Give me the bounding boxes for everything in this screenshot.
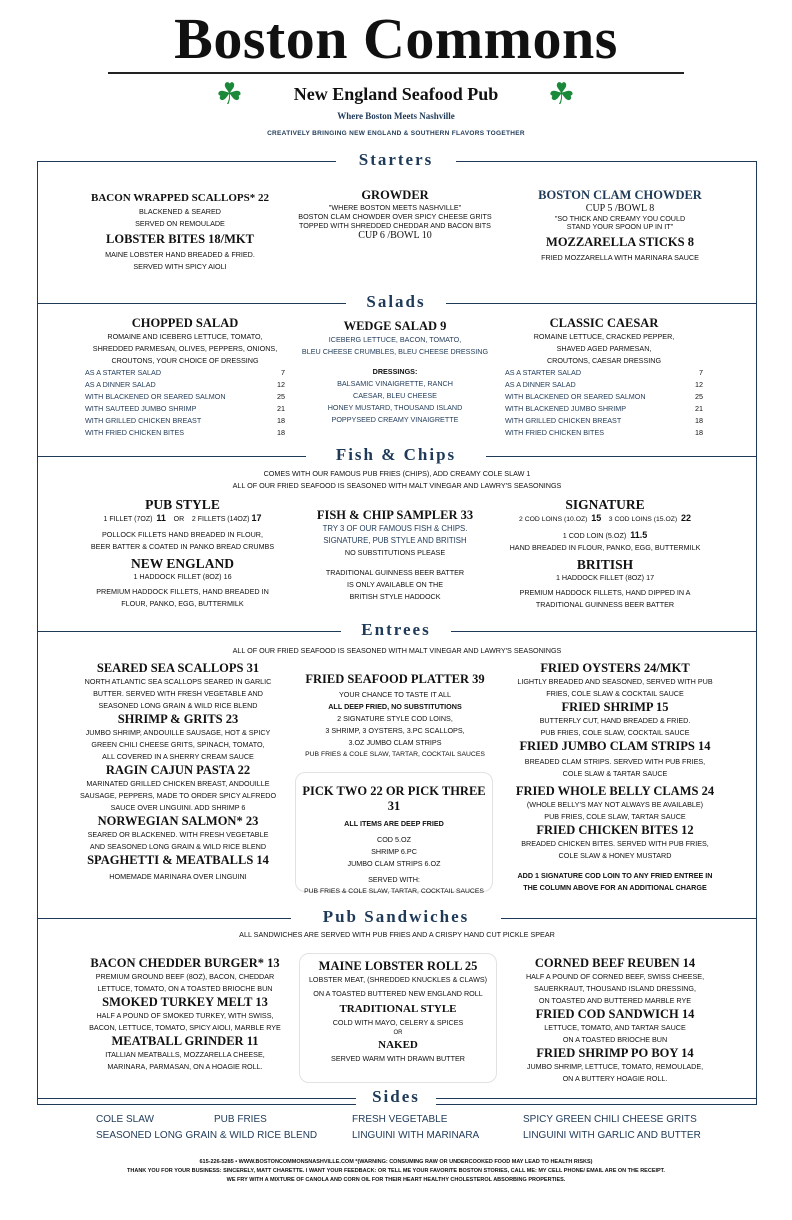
option-price: 18 <box>277 416 285 425</box>
item-desc: PUB FRIES & COLE SLAW, TARTAR, COCKTAIL SAUCES <box>305 751 485 758</box>
item-name: RAGIN CAJUN PASTA 22 <box>105 763 251 777</box>
option-label: WITH GRILLED CHICKEN BREAST <box>85 416 202 425</box>
entrees-intro: ALL OF OUR FRIED SEAFOOD IS SEASONED WITH MALT VINEGAR AND LAWRY'S SEASONINGS <box>232 646 562 655</box>
item-name: SHRIMP & GRITS 23 <box>117 712 239 726</box>
item-desc: COLE SLAW & HONEY MUSTARD <box>558 851 672 860</box>
option-price: 25 <box>277 392 285 401</box>
pick-two-three-box <box>295 772 493 895</box>
item-name: FRIED WHOLE BELLY CLAMS 24 <box>515 784 715 798</box>
section-title-fish-chips: Fish & Chips <box>306 445 486 465</box>
dressing-line: BALSAMIC VINAIGRETTE, RANCH <box>337 379 453 388</box>
item-signature <box>500 497 710 611</box>
item-desc: BLACKENED & SEARED <box>139 207 221 216</box>
item-price: 1 HADDOCK FILLET (8OZ) 17 <box>555 573 655 582</box>
item-name: BACON WRAPPED SCALLOPS* 22 <box>91 192 269 204</box>
item-desc: SHAVED AGED PARMESAN, <box>556 344 652 353</box>
item-desc: JUMBO SHRIMP, ANDOUILLE SAUSAGE, HOT & SPICY <box>85 728 271 737</box>
item-desc: COLE SLAW & TARTAR SAUCE <box>562 769 668 778</box>
item-name: BRITISH <box>576 557 634 572</box>
item-desc: POLLOCK FILLETS HAND BREADED IN FLOUR, <box>102 530 263 539</box>
item-desc: HAND BREADED IN FLOUR, PANKO, EGG, BUTTERMILK <box>509 543 701 552</box>
option-price: 18 <box>277 428 285 437</box>
item-desc: ALL ITEMS ARE DEEP FRIED <box>344 819 444 828</box>
price-option: 2 COD LOINS (10.OZ) <box>519 516 588 523</box>
subtitle: New England Seafood Pub <box>293 84 499 104</box>
price-option: 1 FILLET (7OZ) <box>103 516 153 523</box>
item-desc: ON A TOASTED BUTTERED NEW ENGLAND ROLL <box>313 989 483 998</box>
item-desc: 2 SIGNATURE STYLE COD LOINS, <box>337 714 453 723</box>
item-desc: ITALLIAN MEATBALLS, MOZZARELLA CHEESE, <box>105 1050 265 1059</box>
item-desc: COLD WITH MAYO, CELERY & SPICES <box>332 1018 464 1027</box>
option-label: AS A DINNER SALAD <box>85 380 156 389</box>
item-name: PUB STYLE <box>145 497 220 512</box>
item-name: FRIED SEAFOOD PLATTER 39 <box>305 672 485 686</box>
fish-intro: COMES WITH OUR FAMOUS PUB FRIES (CHIPS), ADD CREAMY COLE SLAW 1 <box>263 469 531 478</box>
item-desc: JUMBO CLAM STRIPS 6.OZ <box>347 859 441 868</box>
item-bacon-scallops <box>70 191 290 273</box>
item-desc: BREADED CLAM STRIPS. SERVED WITH PUB FRIES, <box>524 757 706 766</box>
fish-intro: ALL OF OUR FRIED SEAFOOD IS SEASONED WITH MALT VINEGAR AND LAWRY'S SEASONINGS <box>232 481 562 490</box>
item-desc: FRIES, COLE SLAW & COCKTAIL SAUCE <box>546 689 684 698</box>
option-label: AS A DINNER SALAD <box>505 380 576 389</box>
item-name: FRIED SHRIMP 15 <box>561 700 669 714</box>
shamrock-icon: ☘ <box>548 78 575 111</box>
item-name: SMOKED TURKEY MELT 13 <box>102 995 268 1009</box>
item-name: BOSTON CLAM CHOWDER <box>538 188 702 202</box>
item-desc: CROUTONS, YOUR CHOICE OF DRESSING <box>111 356 259 365</box>
item-desc: SHREDDED PARMESAN, OLIVES, PEPPERS, ONIONS, <box>92 344 278 353</box>
side-item: SEASONED LONG GRAIN & WILD RICE BLEND <box>96 1130 318 1141</box>
add-cod-note: THE COLUMN ABOVE FOR AN ADDITIONAL CHARGE <box>523 883 707 892</box>
add-cod-note: ADD 1 SIGNATURE COD LOIN TO ANY FRIED ENTREE IN <box>517 871 713 880</box>
item-desc: SERVED WITH: <box>368 875 420 884</box>
item-desc: ON A BUTTERY HOAGIE ROLL. <box>562 1074 668 1083</box>
side-item: PUB FRIES <box>214 1114 267 1125</box>
price-option: 1 COD LOIN (5.OZ) <box>562 531 627 540</box>
option-price: 18 <box>695 428 703 437</box>
item-classic-caesar <box>505 316 703 439</box>
style-name: TRADITIONAL STYLE <box>339 1003 457 1015</box>
option-list <box>505 367 703 439</box>
item-desc: ON TOASTED AND BUTTERED MARBLE RYE <box>538 996 692 1005</box>
salad-option-row <box>505 415 703 427</box>
item-desc: LETTUCE, TOMATO, ON A TOASTED BRIOCHE BUN <box>97 984 273 993</box>
footer-oil-note: WE FRY WITH A MIXTURE OF CANOLA AND CORN OIL FOR THEIR HEART HEALTHY CHOLESTEROL ABSORBING PROPERTIES. <box>226 1177 566 1183</box>
item-seafood-platter <box>290 672 500 761</box>
item-desc: SERVED ON REMOULADE <box>135 219 225 228</box>
item-price: CUP 6 /BOWL 10 <box>358 230 432 241</box>
restaurant-title: Boston Commons <box>174 6 618 71</box>
item-name: LOBSTER BITES 18/MKT <box>106 232 254 246</box>
price: 11 <box>156 513 166 523</box>
item-desc: PREMIUM HADDOCK FILLETS, HAND DIPPED IN A <box>519 588 691 597</box>
entrees-right-column <box>505 661 725 894</box>
item-desc: TOPPED WITH SHREDDED CHEDDAR AND BACON BITS <box>299 221 491 230</box>
item-name: SPAGHETTI & MEATBALLS 14 <box>87 853 269 867</box>
option-label: WITH FRIED CHICKEN BITES <box>505 428 605 437</box>
item-price: CUP 5 /BOWL 8 <box>585 203 655 214</box>
item-desc: "SO THICK AND CREAMY YOU COULD <box>554 214 686 223</box>
option-label: WITH SAUTEED JUMBO SHRIMP <box>85 404 197 413</box>
side-item: LINGUINI WITH MARINARA <box>352 1130 480 1141</box>
item-name: CHOPPED SALAD <box>131 316 239 330</box>
item-desc: BREADED CHICKEN BITES. SERVED WITH PUB FRIES, <box>521 839 709 848</box>
option-label: WITH BLACKENED JUMBO SHRIMP <box>505 404 627 413</box>
item-desc: MARINARA, PARMASAN, ON A HOAGIE ROLL. <box>107 1062 263 1071</box>
item-note: BRITISH STYLE HADDOCK <box>349 592 441 601</box>
item-desc: PUB FRIES, COLE SLAW, TARTAR SAUCE <box>544 812 686 821</box>
item-desc: CROUTONS, CAESAR DRESSING <box>546 356 662 365</box>
item-name: FRIED COD SANDWICH 14 <box>535 1007 695 1021</box>
salad-option-row <box>85 427 285 439</box>
item-desc: LOBSTER MEAT, (SHREDDED KNUCKLES & CLAWS) <box>308 975 488 984</box>
item-desc: SAUCE OVER LINGUINI. ADD SHRIMP 6 <box>110 803 246 812</box>
option-label: AS A STARTER SALAD <box>85 368 162 377</box>
item-wedge-salad <box>295 319 495 426</box>
price-option: 2 FILLETS (14OZ) <box>191 516 250 523</box>
style-name: NAKED <box>378 1039 418 1051</box>
item-desc: PUB FRIES, COLE SLAW, COCKTAIL SAUCE <box>540 728 690 737</box>
item-desc: BACON, LETTUCE, TOMATO, SPICY AIOLI, MARBLE RYE <box>89 1023 281 1032</box>
price: 17 <box>251 513 262 523</box>
item-name: MOZZARELLA STICKS 8 <box>546 235 694 249</box>
item-pub-style <box>75 497 290 610</box>
item-desc: 3.OZ JUMBO CLAM STRIPS <box>348 738 442 747</box>
item-name: FRIED SHRIMP PO BOY 14 <box>536 1046 694 1060</box>
tagline: Where Boston Meets Nashville <box>337 111 455 121</box>
option-label: WITH FRIED CHICKEN BITES <box>85 428 185 437</box>
item-name: FRIED JUMBO CLAM STRIPS 14 <box>519 739 711 753</box>
item-desc: STAND YOUR SPOON UP IN IT" <box>566 222 674 231</box>
salad-option-row <box>505 427 703 439</box>
sandwiches-right-column <box>505 956 725 1085</box>
option-list <box>85 367 285 439</box>
side-item: FRESH VEGETABLE <box>352 1114 448 1125</box>
item-desc: SEASONED LONG GRAIN & WILD RICE BLEND <box>98 701 258 710</box>
salad-option-row <box>505 391 703 403</box>
item-name: WEDGE SALAD 9 <box>343 319 447 333</box>
item-desc: "WHERE BOSTON MEETS NASHVILLE" <box>328 203 462 212</box>
item-name: FRIED OYSTERS 24/MKT <box>540 661 690 675</box>
item-desc: PREMIUM HADDOCK FILLETS, HAND BREADED IN <box>96 587 269 596</box>
option-price: 25 <box>695 392 703 401</box>
dressing-line: POPPYSEED CREAMY VINAIGRETTE <box>331 415 459 424</box>
item-desc: BUTTERFLY CUT, HAND BREADED & FRIED. <box>539 716 691 725</box>
option-price: 18 <box>695 416 703 425</box>
item-desc: SERVED WARM WITH DRAWN BUTTER <box>331 1054 465 1063</box>
item-name: NEW ENGLAND <box>131 556 234 571</box>
salad-option-row <box>85 379 285 391</box>
dressing-line: HONEY MUSTARD, THOUSAND ISLAND <box>327 403 463 412</box>
item-name: FRIED CHICKEN BITES 12 <box>536 823 694 837</box>
item-desc: AND SEASONED LONG GRAIN & WILD RICE BLEND <box>89 842 267 851</box>
price: 11.5 <box>630 530 648 540</box>
option-price: 7 <box>281 368 285 377</box>
item-growder <box>290 188 500 242</box>
option-label: WITH BLACKENED OR SEARED SALMON <box>85 392 226 401</box>
item-name: FISH & CHIP SAMPLER 33 <box>316 508 474 522</box>
salad-option-row <box>85 415 285 427</box>
item-name: CLASSIC CAESAR <box>549 316 659 330</box>
item-desc: HOMEMADE MARINARA OVER LINGUINI <box>109 872 247 881</box>
option-price: 12 <box>277 380 285 389</box>
item-desc: TRY 3 OF OUR FAMOUS FISH & CHIPS. <box>322 524 468 533</box>
item-note: TRADITIONAL GUINNESS BEER BATTER <box>325 568 465 577</box>
salad-option-row <box>505 367 703 379</box>
item-lobster-roll <box>299 953 497 1083</box>
item-desc: SAUSAGE, PEPPERS, MADE TO ORDER SPICY ALFREDO <box>79 791 277 800</box>
entrees-left-column <box>78 661 278 883</box>
price: 15 <box>591 513 602 523</box>
item-desc: ON A TOASTED BRIOCHE BUN <box>562 1035 668 1044</box>
item-desc: HALF A POUND OF SMOKED TURKEY, WITH SWISS, <box>96 1011 274 1020</box>
item-desc: PREMIUM GROUND BEEF (8OZ), BACON, CHEDDAR <box>95 972 275 981</box>
section-title-entrees: Entrees <box>341 620 451 640</box>
item-desc: ALL DEEP FRIED, NO SUBSTITUTIONS <box>328 702 462 711</box>
item-clam-chowder <box>510 188 730 264</box>
shamrock-icon: ☘ <box>216 78 243 111</box>
item-name: GROWDER <box>361 188 429 202</box>
item-desc: COD 5.OZ <box>377 835 411 844</box>
item-name: MAINE LOBSTER ROLL 25 <box>318 959 478 973</box>
salad-option-row <box>85 403 285 415</box>
dressings-heading: DRESSINGS: <box>372 367 418 376</box>
side-item: SPICY GREEN CHILI CHEESE GRITS <box>523 1114 697 1125</box>
item-name: MEATBALL GRINDER 11 <box>111 1034 259 1048</box>
dressing-line: CAESAR, BLEU CHEESE <box>353 391 437 400</box>
item-note: IS ONLY AVAILABLE ON THE <box>346 580 443 589</box>
item-desc: SAUERKRAUT, THOUSAND ISLAND DRESSING, <box>533 984 696 993</box>
sandwiches-left-column <box>80 956 290 1073</box>
option-price: 21 <box>695 404 703 413</box>
item-desc: LETTUCE, TOMATO, AND TARTAR SAUCE <box>544 1023 686 1032</box>
item-desc: GREEN CHILI CHEESE GRITS, SPINACH, TOMATO, <box>91 740 265 749</box>
salad-option-row <box>85 367 285 379</box>
option-label: AS A STARTER SALAD <box>505 368 582 377</box>
item-desc: SERVED WITH SPICY AIOLI <box>133 262 227 271</box>
item-desc: BLEU CHEESE CRUMBLES, BLEU CHEESE DRESSING <box>301 347 489 356</box>
item-desc: SIGNATURE, PUB STYLE AND BRITISH <box>323 536 467 545</box>
tagline-secondary: CREATIVELY BRINGING NEW ENGLAND & SOUTHERN FLAVORS TOGETHER <box>267 130 525 137</box>
item-name: BACON CHEDDER BURGER* 13 <box>90 956 280 970</box>
footer-contact: 615-226-5285 • WWW.BOSTONCOMMONSNASHVILLE.COM *(WARNING: CONSUMING RAW OR UNDERCOOKED FOOD MAY LEAD TO HEALTH RISKS) <box>199 1159 593 1165</box>
salad-option-row <box>505 379 703 391</box>
item-desc: BEER BATTER & COATED IN PANKO BREAD CRUMBS <box>90 542 275 551</box>
item-desc: ALL COVERED IN A SHERRY CREAM SAUCE <box>102 752 254 761</box>
item-desc: BUTTER. SERVED WITH FRESH VEGETABLE AND <box>93 689 263 698</box>
item-desc: ICEBERG LETTUCE, BACON, TOMATO, <box>328 335 462 344</box>
price: 22 <box>680 513 691 523</box>
price-option: 3 COD LOINS (15.OZ) <box>608 516 678 523</box>
side-item: LINGUINI WITH GARLIC AND BUTTER <box>523 1130 701 1141</box>
item-desc: FRIED MOZZARELLA WITH MARINARA SAUCE <box>541 253 699 262</box>
item-desc: FLOUR, PANKO, EGG, BUTTERMILK <box>121 599 244 608</box>
item-desc: LIGHTLY BREADED AND SEASONED, SERVED WITH PUB <box>517 677 713 686</box>
item-desc: BOSTON CLAM CHOWDER OVER SPICY CHEESE GRITS <box>298 212 492 221</box>
side-item: COLE SLAW <box>96 1114 154 1125</box>
item-desc: (WHOLE BELLY'S MAY NOT ALWAYS BE AVAILABLE) <box>526 800 704 809</box>
option-price: 21 <box>277 404 285 413</box>
title-rule <box>108 72 684 74</box>
item-desc: SHRIMP 6.PC <box>371 847 417 856</box>
section-title-sides: Sides <box>356 1087 436 1107</box>
or-text: OR <box>173 516 185 523</box>
option-price: 7 <box>699 368 703 377</box>
item-desc: HALF A POUND OF CORNED BEEF, SWISS CHEESE, <box>525 972 705 981</box>
or-text: OR <box>393 1030 403 1036</box>
item-desc: 3 SHRIMP, 3 OYSTERS, 3.PC SCALLOPS, <box>325 726 465 735</box>
item-desc: TRADITIONAL GUINNESS BEER BATTER <box>535 600 675 609</box>
item-name: NORWEGIAN SALMON* 23 <box>97 814 259 828</box>
item-desc: ROMAINE AND ICEBERG LETTUCE, TOMATO, <box>107 332 263 341</box>
salad-option-row <box>505 403 703 415</box>
item-chopped-salad <box>85 316 285 439</box>
item-desc: NO SUBSTITUTIONS PLEASE <box>344 548 446 557</box>
option-label: WITH GRILLED CHICKEN BREAST <box>505 416 622 425</box>
section-title-salads: Salads <box>346 292 446 312</box>
salad-option-row <box>85 391 285 403</box>
footer-thanks: THANK YOU FOR YOUR BUSINESS: SINCERELY, MATT CHARETTE. I WANT YOUR FEEDBACK: OR TELL ME YOUR FAVORITE BOSTON STORIES, CALL ME: MY CELL PHONE/ EMAIL ARE ON THE RECEIPT. <box>127 1168 665 1174</box>
section-title-sandwiches: Pub Sandwiches <box>291 907 501 927</box>
item-name: SEARED SEA SCALLOPS 31 <box>96 661 260 675</box>
option-price: 12 <box>695 380 703 389</box>
item-desc: ROMAINE LETTUCE, CRACKED PEPPER, <box>533 332 675 341</box>
item-price: 1 HADDOCK FILLET (8OZ) 16 <box>133 572 232 581</box>
item-desc: PUB FRIES & COLE SLAW, TARTAR, COCKTAIL SAUCES <box>304 888 484 895</box>
item-desc: MAINE LOBSTER HAND BREADED & FRIED. <box>105 250 255 259</box>
option-label: WITH BLACKENED OR SEARED SALMON <box>505 392 646 401</box>
item-desc: YOUR CHANCE TO TASTE IT ALL <box>339 690 451 699</box>
item-desc: SEARED OR BLACKENED. WITH FRESH VEGETABLE <box>87 830 269 839</box>
section-title-starters: Starters <box>336 150 456 170</box>
item-desc: MARINATED GRILLED CHICKEN BREAST, ANDOUILLE <box>86 779 270 788</box>
item-name: SIGNATURE <box>565 497 645 512</box>
item-desc: JUMBO SHRIMP, LETTUCE, TOMATO, REMOULADE, <box>526 1062 704 1071</box>
item-name: PICK TWO 22 OR PICK THREE 31 <box>302 784 486 813</box>
sandwiches-intro: ALL SANDWICHES ARE SERVED WITH PUB FRIES AND A CRISPY HAND CUT PICKLE SPEAR <box>239 930 555 939</box>
item-desc: NORTH ATLANTIC SEA SCALLOPS SEARED IN GARLIC <box>84 677 272 686</box>
item-name: CORNED BEEF REUBEN 14 <box>534 956 696 970</box>
item-fish-sampler <box>295 508 495 603</box>
